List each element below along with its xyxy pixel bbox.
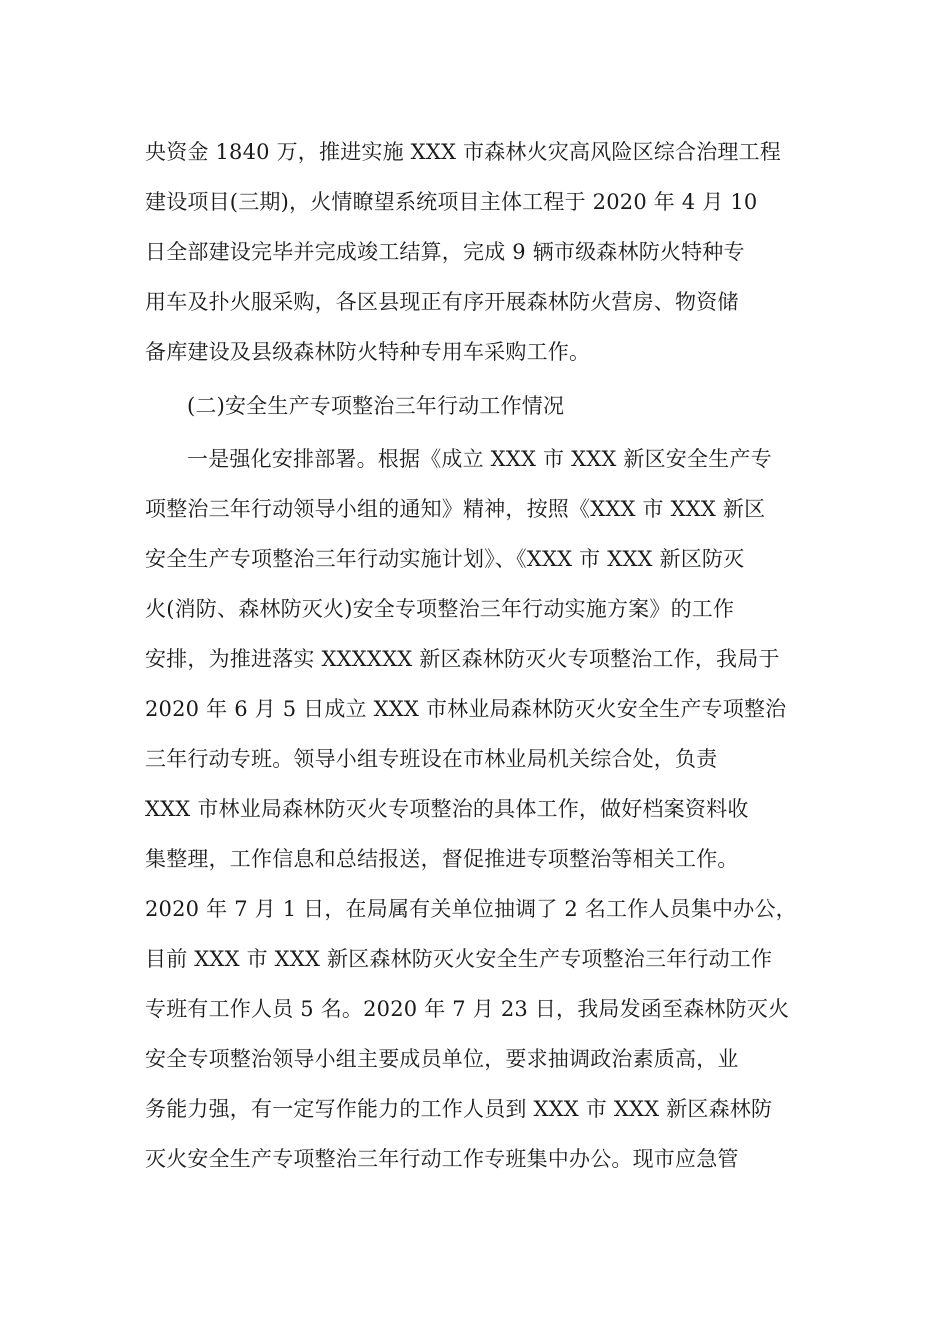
- text-line: 安全专项整治领导小组主要成员单位，要求抽调政治素质高，业: [145, 1047, 739, 1071]
- section-heading: (二)安全生产专项整治三年行动工作情况: [187, 394, 565, 418]
- text-line: 专班有工作人员 5 名。2020 年 7 月 23 日，我局发函至森林防灭火: [145, 997, 790, 1021]
- text-line: 用车及扑火服采购，各区县现正有序开展森林防火营房、物资储: [145, 290, 739, 314]
- text-line: 建设项目(三期)，火情瞭望系统项目主体工程于 2020 年 4 月 10: [145, 190, 758, 214]
- text-line: 火(消防、森林防灭火)安全专项整治三年行动实施方案》的工作: [145, 597, 735, 621]
- text-line: 集整理，工作信息和总结报送，督促推进专项整治等相关工作。: [145, 847, 739, 871]
- text-line: 备库建设及县级森林防火特种专用车采购工作。: [145, 340, 591, 364]
- text-line: 安排，为推进落实 XXXXXX 新区森林防灭火专项整治工作，我局于: [145, 647, 780, 671]
- text-line: 目前 XXX 市 XXX 新区森林防灭火安全生产专项整治三年行动工作: [145, 947, 773, 971]
- text-line: 一是强化安排部署。根据《成立 XXX 市 XXX 新区安全生产专: [187, 447, 772, 471]
- text-line: 安全生产专项整治三年行动实施计划》、《XXX 市 XXX 新区防灭: [145, 547, 745, 571]
- text-line: 2020 年 7 月 1 日，在局属有关单位抽调了 2 名工作人员集中办公，: [145, 897, 797, 921]
- text-line: 日全部建设完毕并完成竣工结算，完成 9 辆市级森林防火特种专: [145, 240, 745, 264]
- text-line: 务能力强，有一定写作能力的工作人员到 XXX 市 XXX 新区森林防: [145, 1097, 773, 1121]
- text-line: 灭火安全生产专项整治三年行动工作专班集中办公。现市应急管: [145, 1147, 739, 1171]
- text-line: 2020 年 6 月 5 日成立 XXX 市林业局森林防灭火安全生产专项整治: [145, 697, 787, 721]
- text-line: 央资金 1840 万，推进实施 XXX 市森林火灾高风险区综合治理工程: [145, 140, 781, 164]
- text-line: 项整治三年行动领导小组的通知》精神，按照《XXX 市 XXX 新区: [145, 497, 766, 521]
- text-line: XXX 市林业局森林防灭火专项整治的具体工作，做好档案资料收: [145, 797, 749, 821]
- text-line: 三年行动专班。领导小组专班设在市林业局机关综合处，负责: [145, 747, 718, 771]
